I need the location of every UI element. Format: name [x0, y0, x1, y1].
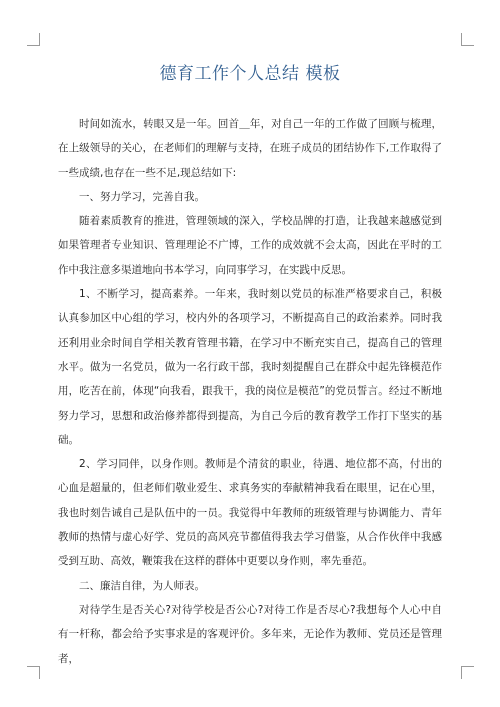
- heading-section-1: 一、努力学习，完善自我。: [79, 190, 205, 203]
- crop-mark-bottom-right: [461, 666, 474, 679]
- document-title: 德育工作个人总结 模板: [159, 64, 341, 84]
- paragraph-item-1: 1、不断学习，提高素养。一年来，我时刻以党员的标准严格要求自己，积极认真参加区中心组的学习，校内外的各项学习，不断提高自己的政治素养。同时我还利用业余时间自学相关教育管理书籍，在学习中不断充实自己，提高自己的管理水平。做为一名党员，做为一名行政干部，我时刻提醒自己在群众中起先锋模范作用，吃苦在前，体现“向我看，跟我干，我的岗位是模范”的党员誓言。经过不断地努力学习，思想和政治修养都得到提高，为自己今后的教育教学工作打下坚实的基础。: [58, 288, 442, 446]
- heading-section-2: 二、廉洁自律，为人师表。: [79, 579, 205, 592]
- crop-mark-top-right: [461, 33, 474, 46]
- paragraph-intro: 时间如流水，转眼又是一年。回首＿年，对自己一年的工作做了回顾与梳理，在上级领导的关心，在老师们的理解与支持，在班子成员的团结协作下,工作取得了一些成绩,也存在一些不足,现总结如下:: [58, 118, 442, 179]
- crop-mark-top-left: [27, 33, 40, 46]
- paragraph-item-2: 2、学习同伴，以身作则。教师是个清贫的职业，待遇、地位都不高，付出的心血是超量的，但老师们敬业爱生、求真务实的奉献精神我看在眼里，记在心里，我也时刻告诫自己是队伍中的一员。我觉得中年教师的班级管理与协调能力、青年教师的热情与虚心好学、党员的高风亮节都值得我去学习借鉴，从合作伙伴中我感受到互助、高效，鞭策我在这样的群体中更要以身作则，率先垂范。: [58, 458, 442, 568]
- document-body: [58, 112, 442, 671]
- paragraph-section-1-intro: 随着素质教育的推进，管理领域的深入，学校品牌的打造，让我越来越感觉到如果管理者专业知识、管理理论不广博，工作的成效就不会太高，因此在平时的工作中我注意多渠道地向书本学习，向同事学习，在实践中反思。: [58, 215, 442, 276]
- paragraph-section-2-intro: 对待学生是否关心?对待学校是否公心?对待工作是否尽心?我想每个人心中自有一杆称，都会给予实事求是的客观评价。多年来，无论作为教师、党员还是管理者，: [58, 603, 442, 665]
- crop-mark-bottom-left: [27, 666, 40, 679]
